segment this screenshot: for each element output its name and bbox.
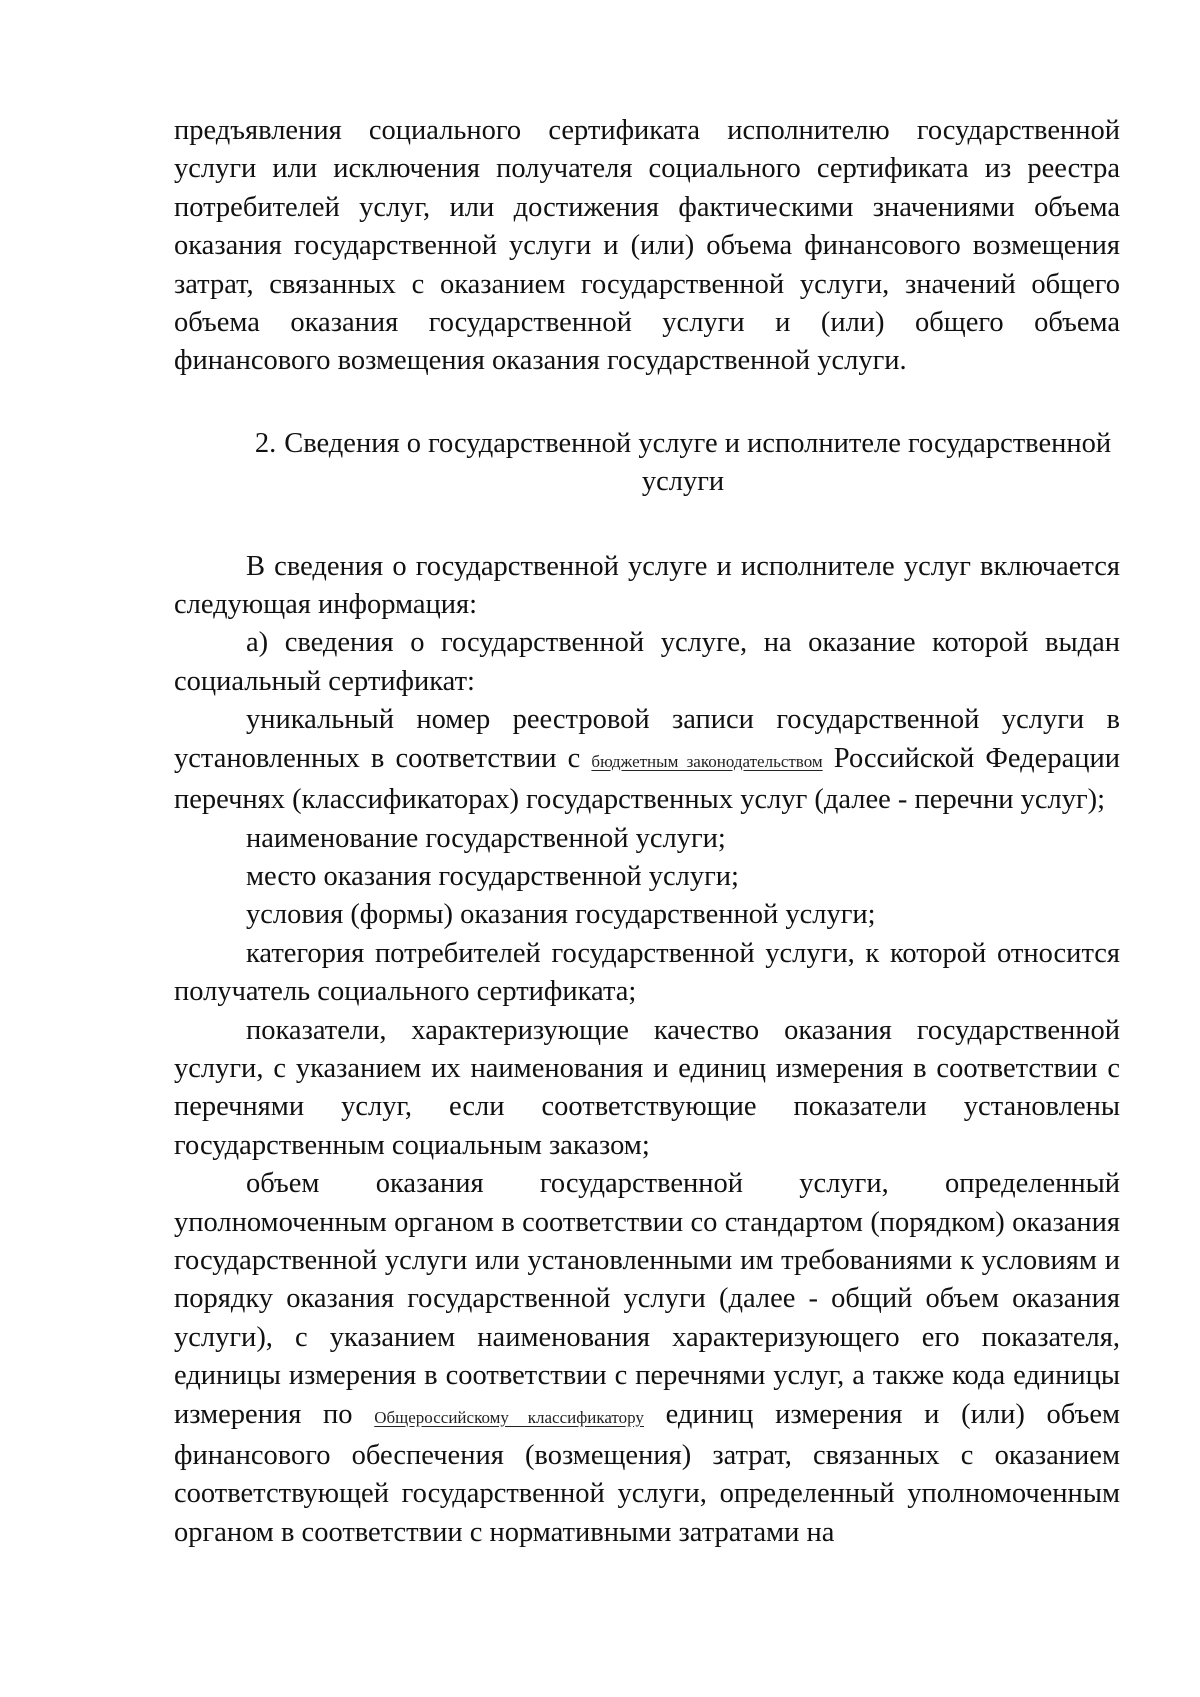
section-title: Сведения о государственной услуге и исполнителе государственной услуги [284, 427, 1112, 498]
paragraph-service-place: место оказания государственной услуги; [246, 860, 739, 892]
intro-paragraph: предъявления социального сертификата исполнителю государственной услуги или исключения получателя социального сертификата из реестра потребителей услуг, или достижения фактическими значениями объема оказания государственной услуги и (или) объема финансового возмещения затрат, связанных с оказанием государственной услуги, значений общего объема оказания государственной услуги и (или) общего объема финансового возмещения оказания государственной услуги. [174, 115, 1120, 377]
paragraph-consumer-category: категория потребителей государственной услуги, к которой относится получатель социального сертификата; [174, 937, 1120, 1008]
service-volume-text-end: единиц измерения и (или) объем финансового обеспечения (возмещения) затрат, связанных с оказанием соответствующей государственной услуги, определенный уполномоченным органом в соответствии с нормативными затратами на [174, 1398, 1121, 1548]
registry-number-text-start: уникальный номер реестровой записи государственной услуги в установленных в соответствии с [174, 704, 1120, 774]
paragraph-registry-number [174, 701, 1120, 819]
paragraph-info-included: В сведения о государственной услуге и исполнителе услуг включается следующая информация: [174, 550, 1120, 621]
budget-legislation-link[interactable]: бюджетным законодательством [591, 751, 823, 771]
classifier-link[interactable]: Общероссийскому классификатору [374, 1407, 644, 1427]
section-heading [246, 425, 1120, 502]
paragraph-service-name: наименование государственной услуги; [246, 822, 726, 854]
paragraph-service-volume [174, 1165, 1120, 1552]
paragraph-quality-indicators: показатели, характеризующие качество оказания государственной услуги, с указанием их наименования и единиц измерения в соответствии с перечнями услуг, если соответствующие показатели установлены государственным социальным заказом; [174, 1014, 1120, 1161]
paragraph-service-conditions: условия (формы) оказания государственной услуги; [246, 899, 876, 931]
service-volume-text-start: объем оказания государственной услуги, определенный уполномоченным органом в соответствии со стандартом (порядком) оказания государственной услуги или установленными им требованиями к условиям и порядку оказания государственной услуги (далее - общий объем оказания услуги), с указанием наименования характеризующего его показателя, единицы измерения в соответствии с перечнями услуг, а также кода единицы измерения по [174, 1168, 1120, 1430]
document-page [174, 112, 1120, 1552]
registry-number-text-end: Российской Федерации перечнях (классификаторах) государственных услуг (далее - перечни услуг); [174, 742, 1120, 816]
paragraph-item-a: а) сведения о государственной услуге, на оказание которой выдан социальный сертификат: [174, 627, 1120, 697]
section-number: 2. [254, 427, 277, 459]
